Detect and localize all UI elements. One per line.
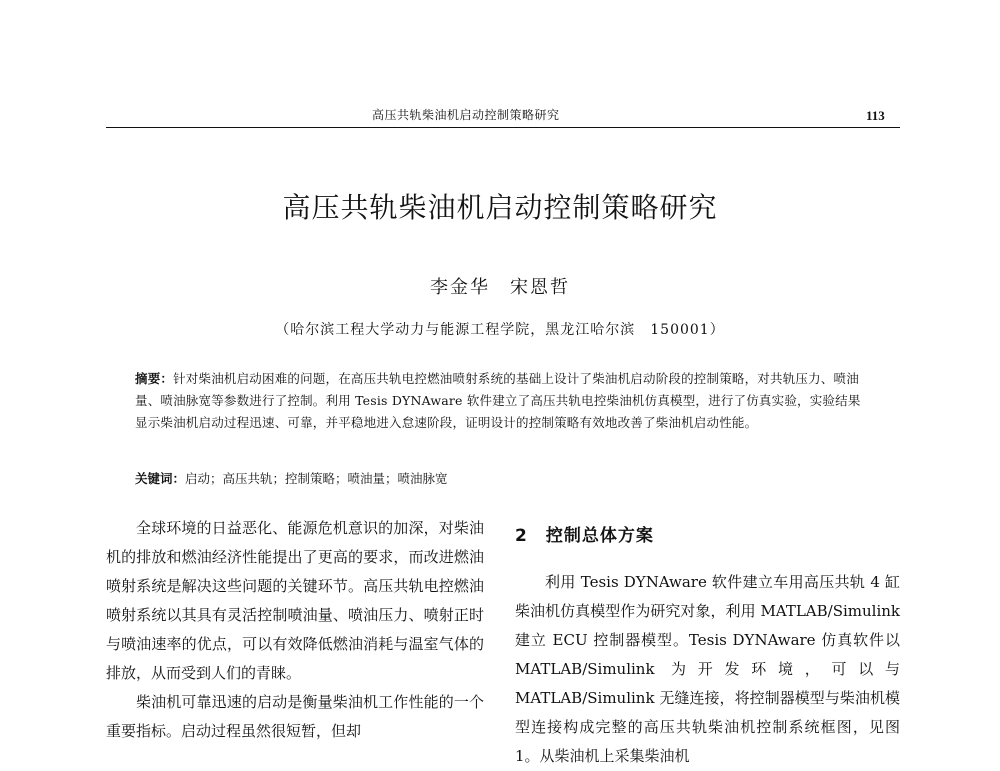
- section-title: 控制总体方案: [545, 526, 654, 546]
- author-affiliation: （哈尔滨工程大学动力与能源工程学院，黑龙江哈尔滨 150001）: [275, 322, 725, 338]
- page-number: 113: [866, 108, 885, 123]
- keywords-label: 关键词：: [135, 471, 186, 486]
- article-title: 高压共轨柴油机启动控制策略研究: [282, 191, 718, 224]
- header-divider: [106, 127, 900, 128]
- section-heading: [515, 524, 900, 548]
- running-header-title: 高压共轨柴油机启动控制策略研究: [372, 108, 560, 122]
- body-paragraph: 柴油机可靠迅速的启动是衡量柴油机工作性能的一个重要指标。启动过程虽然很短暂，但却: [106, 693, 484, 740]
- abstract-text: 针对柴油机启动困难的问题，在高压共轨电控燃油喷射系统的基础上设计了柴油机启动阶段的控制策略，对共轨压力、喷油量、喷油脉宽等参数进行了控制。利用 Tesis DYNAware 软件建立了高压共轨电控柴油机仿真模型，进行了仿真实验，实验结果显示柴油机启动过程迅速、可靠，并平稳地进入怠速阶段，证明设计的控制策略有效地改善了柴油机启动性能。: [135, 371, 861, 430]
- body-paragraph: 利用 Tesis DYNAware 软件建立车用高压共轨 4 缸柴油机仿真模型作为研究对象，利用 MATLAB/Simulink 建立 ECU 控制器模型。Tesis DYNAware 仿真软件以 MATLAB/Simulink 为开发环境，可以与 MATLAB/Simulink 无缝连接，将控制器模型与柴油机模型连接构成完整的高压共轨柴油机控制系统框图，见图 1。从柴油机上采集柴油机: [515, 573, 900, 765]
- author-list: 李金华 宋恩哲: [430, 277, 570, 298]
- keywords: [135, 468, 870, 490]
- keywords-text: 启动；高压共轨；控制策略；喷油量；喷油脉宽: [185, 471, 448, 486]
- body-paragraph: 全球环境的日益恶化、能源危机意识的加深，对柴油机的排放和燃油经济性能提出了更高的要求，而改进燃油喷射系统是解决这些问题的关键环节。高压共轨电控燃油喷射系统以其具有灵活控制喷油量、喷油压力、喷射正时与喷油速率的优点，可以有效降低燃油消耗与温室气体的排放，从而受到人们的青睐。: [106, 519, 484, 682]
- right-column: [515, 514, 900, 771]
- left-column: [106, 514, 484, 746]
- abstract-label: 摘要：: [135, 371, 174, 386]
- section-number: 2: [515, 526, 528, 546]
- abstract: [135, 368, 870, 434]
